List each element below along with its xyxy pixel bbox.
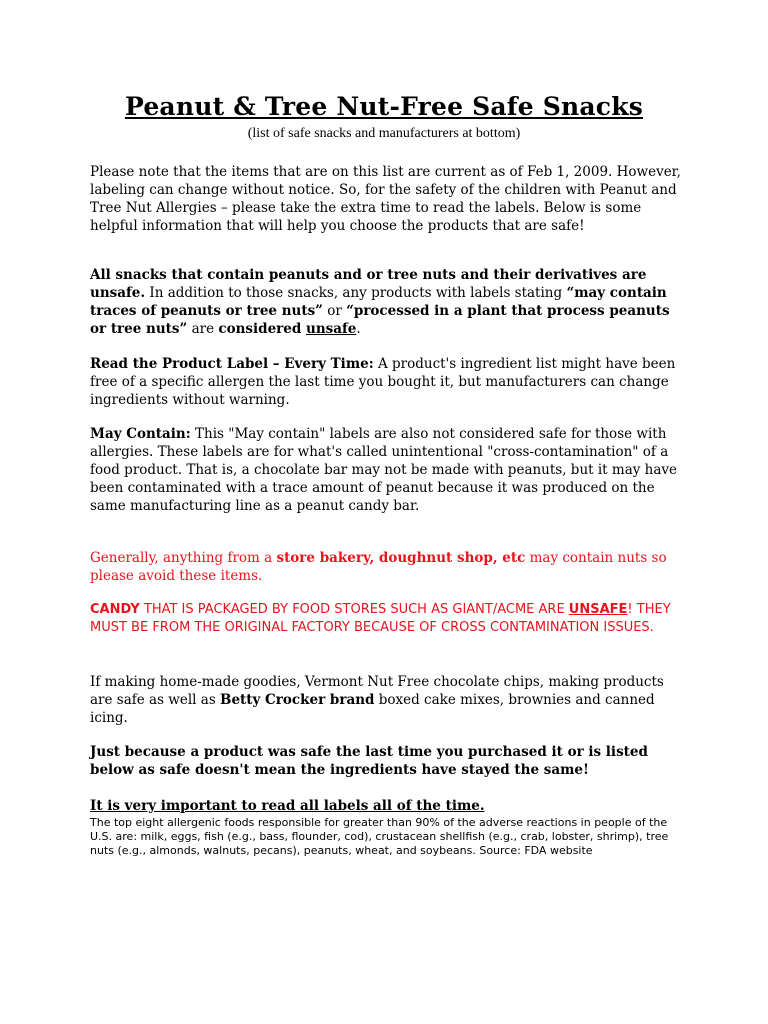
ingredients-change-paragraph: Just because a product was safe the last time you purchased it or is listed below as safe doesn't mean the ingredients have stayed the same! [90, 744, 648, 778]
read-label-paragraph [90, 355, 682, 409]
p2-text-1: In addition to those snacks, any products with labels stating [145, 285, 567, 301]
unsafe-statement: All snacks that contain peanuts and or tree nuts and their derivatives are unsafe. [90, 267, 647, 301]
candy-text-2: ! THEY MUST BE FROM THE ORIGINAL FACTORY BECAUSE OF CROSS CONTAMINATION ISSUES. [90, 602, 671, 635]
candy-unsafe-word: UNSAFE [568, 602, 628, 617]
bakery-text-2: may contain nuts so please avoid these items. [90, 550, 667, 584]
read-label-heading: Read the Product Label – Every Time: [90, 356, 374, 372]
intro-paragraph: Please note that the items that are on this list are current as of Feb 1, 2009. However, labeling can change without notice. So, for the safety of the children with Peanut and Tree Nut Allergies – please take the extra time to read the labels. Below is some helpful information that will help you choose the products that are safe! [90, 164, 681, 234]
considered-word: considered [218, 321, 306, 337]
bakery-list: store bakery, doughnut shop, etc [276, 550, 526, 566]
may-contain-paragraph [90, 425, 682, 515]
candy-text-1: THAT IS PACKAGED BY FOOD STORES SUCH AS GIANT/ACME ARE [139, 602, 569, 617]
unsafe-snacks-paragraph [90, 266, 682, 338]
bakery-warning-paragraph [90, 549, 682, 585]
read-labels-heading: It is very important to read all labels all of the time. [90, 798, 485, 814]
may-contain-heading: May Contain: [90, 426, 191, 442]
read-label-text: A product's ingredient list might have been free of a specific allergen the last time you bought it, but manufacturers can change ingredients without warning. [90, 356, 676, 408]
unsafe-word: unsafe [306, 321, 357, 337]
may-contain-text: This "May contain" labels are also not considered safe for those with allergies. These labels are for what's called unintentional "cross-contamination" of a food product. That is, a chocolate bar may not be made with peanuts, but it may have been contaminated with a trace amount of peanut because it was produced on the same manufacturing line as a peanut candy bar. [90, 426, 678, 514]
home-made-paragraph [90, 673, 682, 727]
may-contain-phrase: “may contain traces of peanuts or tree nuts” [90, 285, 667, 319]
page-subtitle: (list of safe snacks and manufacturers at bottom) [247, 126, 521, 141]
bakery-text-1: Generally, anything from a [90, 550, 277, 566]
betty-crocker-brand: Betty Crocker brand [220, 692, 375, 708]
p2-text-4: . [356, 321, 361, 337]
candy-warning-paragraph [90, 601, 682, 637]
home-made-text-2: boxed cake mixes, brownies and canned icing. [90, 692, 655, 726]
home-made-text-1: If making home-made goodies, Vermont Nut Free chocolate chips, making products are safe as well as [90, 674, 664, 708]
candy-word: CANDY [90, 602, 140, 617]
page-title: Peanut & Tree Nut-Free Safe Snacks [125, 92, 643, 121]
p2-text-3: are [187, 321, 219, 337]
allergen-footnote: The top eight allergenic foods responsible for greater than 90% of the adverse reactions in people of the U.S. are: milk, eggs, fish (e.g., bass, flounder, cod), crustacean shellfish (e.g., crab, lobster, shrimp), tree nuts (e.g., almonds, walnuts, pecans), peanuts, wheat, and soybeans. Source: FDA website [90, 816, 669, 857]
p2-text-2: or [322, 303, 347, 319]
processed-phrase: “processed in a plant that process peanuts or tree nuts” [90, 303, 670, 337]
